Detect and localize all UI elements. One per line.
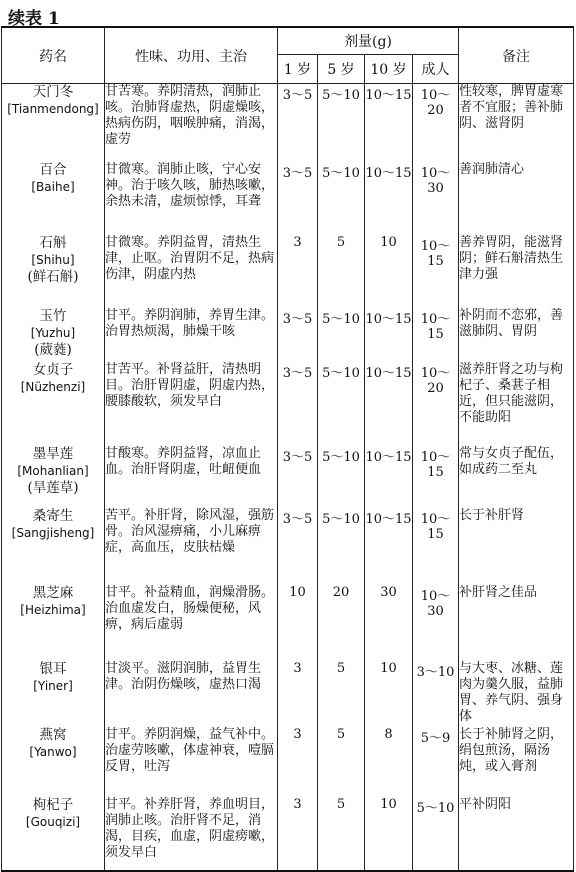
herb-name: 燕窝	[39, 726, 67, 743]
herb-properties: 甘苦寒。养阴清热，润肺止咳。治肺肾虚热，阴虚燥咳，热病伤阴，咽喉肿痛，消渴，虚劳	[105, 84, 278, 162]
dose-adult: 10～15	[413, 235, 459, 308]
herb-name: 天门冬	[32, 84, 74, 100]
dose-1y: 3	[278, 661, 318, 727]
dose-1y: 3	[278, 797, 318, 871]
herb-properties: 苦平。补肝肾，除风湿，强筋骨。治风湿痹痛，小儿麻痹症，高血压，皮肤枯燥	[105, 508, 278, 585]
dose-10y: 10	[365, 661, 413, 727]
dose-adult: 10～15	[413, 308, 459, 362]
dose-5y: 5	[318, 727, 365, 797]
dose-10y: 10	[365, 797, 413, 871]
herb-note: 平补阴阳	[459, 797, 574, 871]
dose-5y: 5～10	[318, 308, 365, 362]
table-row	[2, 446, 574, 508]
header-properties: 性味、功用、主治	[105, 27, 278, 84]
herb-name-cell	[2, 362, 105, 446]
herb-alt-name: (鲜石斛)	[27, 268, 79, 285]
dose-10y: 10～15	[365, 508, 413, 585]
header-dose-5y: 5 岁	[318, 55, 365, 84]
dose-10y: 10～15	[365, 84, 413, 162]
herb-pinyin: [Sangjisheng]	[11, 525, 95, 540]
herb-properties: 甘平。补养肝肾，养血明目，润肺止咳。治肝肾不足，消渴，目疾，血虚，阴虚痨嗽，须发早白	[105, 797, 278, 871]
dose-adult: 10～15	[413, 508, 459, 585]
dose-10y: 10～15	[365, 446, 413, 508]
herb-name-cell	[2, 585, 105, 661]
table-row	[2, 508, 574, 585]
herb-name-cell	[2, 235, 105, 308]
table-row	[2, 362, 574, 446]
dose-adult: 10～20	[413, 84, 459, 162]
dose-1y: 10	[278, 585, 318, 661]
herb-pinyin: [Yanwo]	[29, 744, 77, 759]
herb-note: 补阴而不恋邪，善滋肺阴、胃阴	[459, 308, 574, 362]
dose-10y: 10～15	[365, 308, 413, 362]
dose-5y: 5～10	[318, 162, 365, 235]
herb-alt-name: (葳蕤)	[34, 341, 72, 358]
herb-properties: 甘苦平。补肾益肝，清热明目。治肝胃阴虚，阴虚内热，腰膝酸软，须发早白	[105, 362, 278, 446]
herb-properties: 甘微寒。养阴益胃，清热生津，止呕。治胃阴不足，热病伤津，阴虚内热	[105, 235, 278, 308]
herb-pinyin: [Gouqizi]	[25, 814, 81, 829]
herb-name: 枸杞子	[32, 796, 74, 813]
herb-name: 石斛	[39, 234, 67, 251]
dose-5y: 5～10	[318, 84, 365, 162]
header-note: 备注	[459, 27, 574, 84]
table-row	[2, 308, 574, 362]
dose-1y: 3～5	[278, 162, 318, 235]
herb-note: 长于补肺肾之阴，绢包煎汤，隔汤炖，或入膏剂	[459, 727, 574, 797]
header-dose-adult: 成人	[413, 55, 459, 84]
herb-properties: 甘酸寒。养阴益肾，凉血止血。治肝肾阴虚，吐衄便血	[105, 446, 278, 508]
herb-name-cell	[2, 727, 105, 797]
herb-pinyin: [Heizhima]	[20, 602, 86, 617]
header-dose-group: 剂量(g)	[278, 27, 459, 55]
herb-name: 墨旱莲	[32, 445, 74, 462]
herb-pinyin: [Baihe]	[31, 179, 75, 194]
header-name: 药名	[2, 27, 105, 84]
table-row	[2, 727, 574, 797]
herb-note: 长于补肝肾	[459, 508, 574, 585]
table-body	[2, 84, 574, 871]
dose-adult: 5～10	[413, 797, 459, 871]
table-row	[2, 84, 574, 162]
dose-1y: 3	[278, 727, 318, 797]
herb-pinyin: [Yuzhu]	[30, 325, 76, 340]
dose-1y: 3～5	[278, 84, 318, 162]
herb-pinyin: [Mohanlian]	[17, 463, 89, 478]
herb-note: 常与女贞子配伍，如成药二至丸	[459, 446, 574, 508]
herb-name-cell	[2, 84, 105, 162]
herb-pinyin: [Tianmendong]	[7, 102, 99, 116]
dose-1y: 3～5	[278, 308, 318, 362]
herb-name: 女贞子	[32, 361, 74, 378]
dose-adult: 3～10	[413, 661, 459, 727]
dose-1y: 3～5	[278, 446, 318, 508]
dose-10y: 10～15	[365, 362, 413, 446]
herb-name-cell	[2, 661, 105, 727]
dose-adult: 5～9	[413, 727, 459, 797]
dose-5y: 20	[318, 585, 365, 661]
herb-note: 滋养肝肾之功与枸杞子、桑葚子相近，但只能滋阴，不能助阳	[459, 362, 574, 446]
dose-adult: 10～20	[413, 362, 459, 446]
header-dose-10y: 10 岁	[365, 55, 413, 84]
dose-1y: 3～5	[278, 508, 318, 585]
herb-name: 桑寄生	[32, 507, 74, 524]
table-row	[2, 235, 574, 308]
dose-10y: 30	[365, 585, 413, 661]
table-row	[2, 585, 574, 661]
table-caption: 续表 1	[8, 9, 60, 29]
herb-name: 百合	[39, 161, 67, 178]
table-row	[2, 661, 574, 727]
herb-note: 补肝肾之佳品	[459, 585, 574, 661]
herb-name-cell	[2, 797, 105, 871]
dose-10y: 10～15	[365, 162, 413, 235]
herb-dosage-table	[1, 26, 574, 872]
herb-name: 银耳	[39, 660, 67, 677]
dose-5y: 5	[318, 661, 365, 727]
herb-name-cell	[2, 162, 105, 235]
herb-name-cell	[2, 308, 105, 362]
herb-pinyin: [Shihu]	[31, 252, 75, 267]
herb-note: 善养胃阴，能滋肾阴；鲜石斛清热生津力强	[459, 235, 574, 308]
herb-pinyin: [Yiner]	[33, 678, 73, 693]
dose-10y: 8	[365, 727, 413, 797]
herb-alt-name: (旱莲草)	[27, 479, 79, 496]
table-row	[2, 162, 574, 235]
herb-properties: 甘平。养阴润燥，益气补中。治虚劳咳嗽，体虚神衰，噎膈反胃，吐泻	[105, 727, 278, 797]
herb-properties: 甘淡平。滋阴润肺，益胃生津。治阴伤燥咳，虚热口渴	[105, 661, 278, 727]
dose-5y: 5～10	[318, 446, 365, 508]
herb-name-cell	[2, 446, 105, 508]
herb-note: 性较寒，脾胃虚寒者不宜服；善补肺阴、滋肾阴	[459, 84, 574, 162]
dose-5y: 5～10	[318, 508, 365, 585]
dose-adult: 10～30	[413, 585, 459, 661]
table-row	[2, 797, 574, 871]
herb-note: 与大枣、冰糖、莲肉为羹久服，益肺胃、养气阴、强身体	[459, 661, 574, 727]
dose-5y: 5	[318, 797, 365, 871]
herb-name-cell	[2, 508, 105, 585]
header-dose-1y: 1 岁	[278, 55, 318, 84]
dose-1y: 3	[278, 235, 318, 308]
herb-properties: 甘平。补益精血，润燥滑肠。治血虚发白，肠燥便秘，风痹，病后虚弱	[105, 585, 278, 661]
herb-pinyin: [Nüzhenzi]	[20, 379, 86, 394]
dose-10y: 10	[365, 235, 413, 308]
dose-adult: 10～30	[413, 162, 459, 235]
herb-properties: 甘平。养阴润肺，养胃生津。治胃热烦渴，肺燥干咳	[105, 308, 278, 362]
herb-note: 善润肺清心	[459, 162, 574, 235]
herb-name: 玉竹	[39, 307, 67, 324]
dose-5y: 5～10	[318, 362, 365, 446]
dose-1y: 3～5	[278, 362, 318, 446]
dose-5y: 5	[318, 235, 365, 308]
herb-name: 黑芝麻	[32, 584, 74, 601]
herb-properties: 甘微寒。润肺止咳，宁心安神。治于咳久咳，肺热咳嗽，余热未清，虚烦惊悸，耳聋	[105, 162, 278, 235]
dose-adult: 10～15	[413, 446, 459, 508]
